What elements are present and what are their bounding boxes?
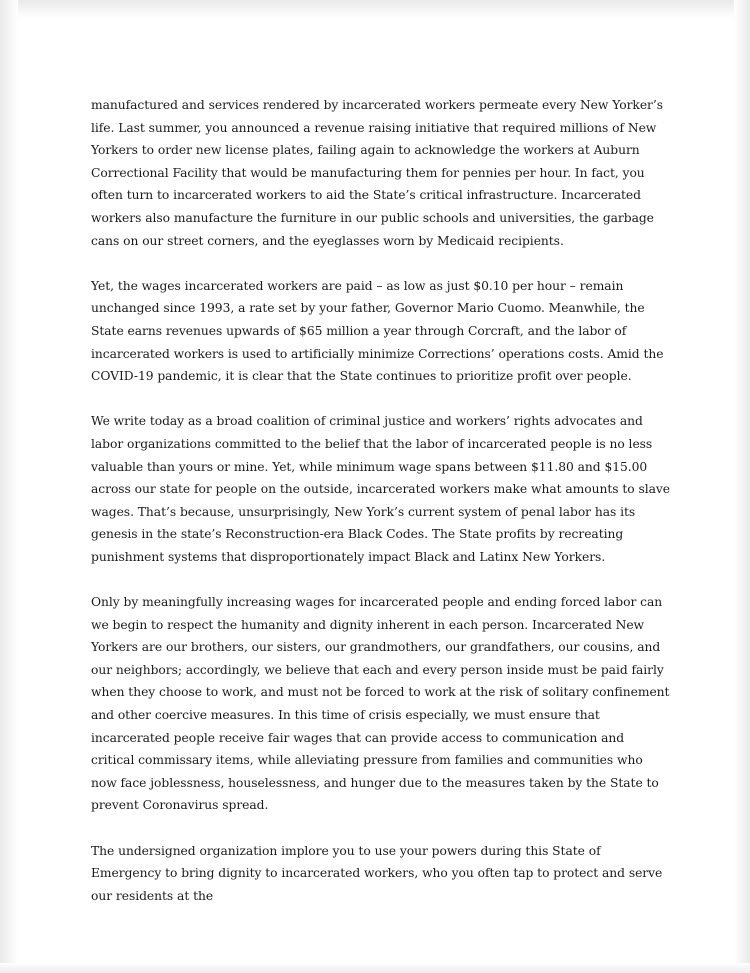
paragraph-dignity: Only by meaningfully increasing wages for incarcerated people and ending forced labor can we begin to respect the humanity and dignity inherent in each person. Incarcerated New Yorkers are our brothers, our sisters, our grandmothers, our grandfathers, our cousins, and our neighbors; accordingly, we believe that each and every person inside must be paid fairly when they choose to work, and must not be forced to work at the risk of solitary confinement and other coercive measures. In this time of crisis especially, we must ensure that incarcerated people receive fair wages that can provide access to communication and critical commissary items, while alleviating pressure from families and communities who now face joblessness, houselessness, and hunger due to the measures taken by the State to prevent Coronavirus spread. — [91, 595, 670, 813]
paragraph-products: manufactured and services rendered by incarcerated workers permeate every New Yorker’s life. Last summer, you announced a revenue raising initiative that required millions of New Yorkers to order new license plates, failing again to acknowledge the workers at Auburn Correctional Facility that would be manufacturing them for pennies per hour. In fact, you often turn to incarcerated workers to aid the State’s critical infrastructure. Incarcerated workers also manufacture the furniture in our public schools and universities, the garbage cans on our street corners, and the eyeglasses worn by Medicaid recipients. — [91, 98, 663, 248]
paragraph-wages: Yet, the wages incarcerated workers are paid – as low as just $0.10 per hour – remain unchanged since 1993, a rate set by your father, Governor Mario Cuomo. Meanwhile, the State earns revenues upwards of $65 million a year through Corcraft, and the labor of incarcerated workers is used to artificially minimize Corrections’ operations costs. Amid the COVID-19 pandemic, it is clear that the State continues to prioritize profit over people. — [91, 278, 664, 384]
page-shadow-top — [0, 0, 750, 18]
page-shadow-right — [734, 0, 750, 973]
paragraph-request: The undersigned organization implore you to use your powers during this State of Emergency to bring dignity to incarcerated workers, who you often tap to protect and serve our residents at the — [91, 843, 663, 903]
page-shadow-bottom — [0, 963, 750, 973]
paragraph-coalition: We write today as a broad coalition of criminal justice and workers’ rights advocates and labor organizations committed to the belief that the labor of incarcerated people is no less valuable than yours or mine. Yet, while minimum wage spans between $11.80 and $15.00 across our state for people on the outside, incarcerated workers make what amounts to slave wages. That’s because, unsurprisingly, New York’s current system of penal labor has its genesis in the state’s Reconstruction-era Black Codes. The State profits by recreating punishment systems that disproportionately impact Black and Latinx New Yorkers. — [91, 414, 671, 564]
letter-body — [91, 94, 671, 907]
page-shadow-left — [0, 0, 18, 973]
